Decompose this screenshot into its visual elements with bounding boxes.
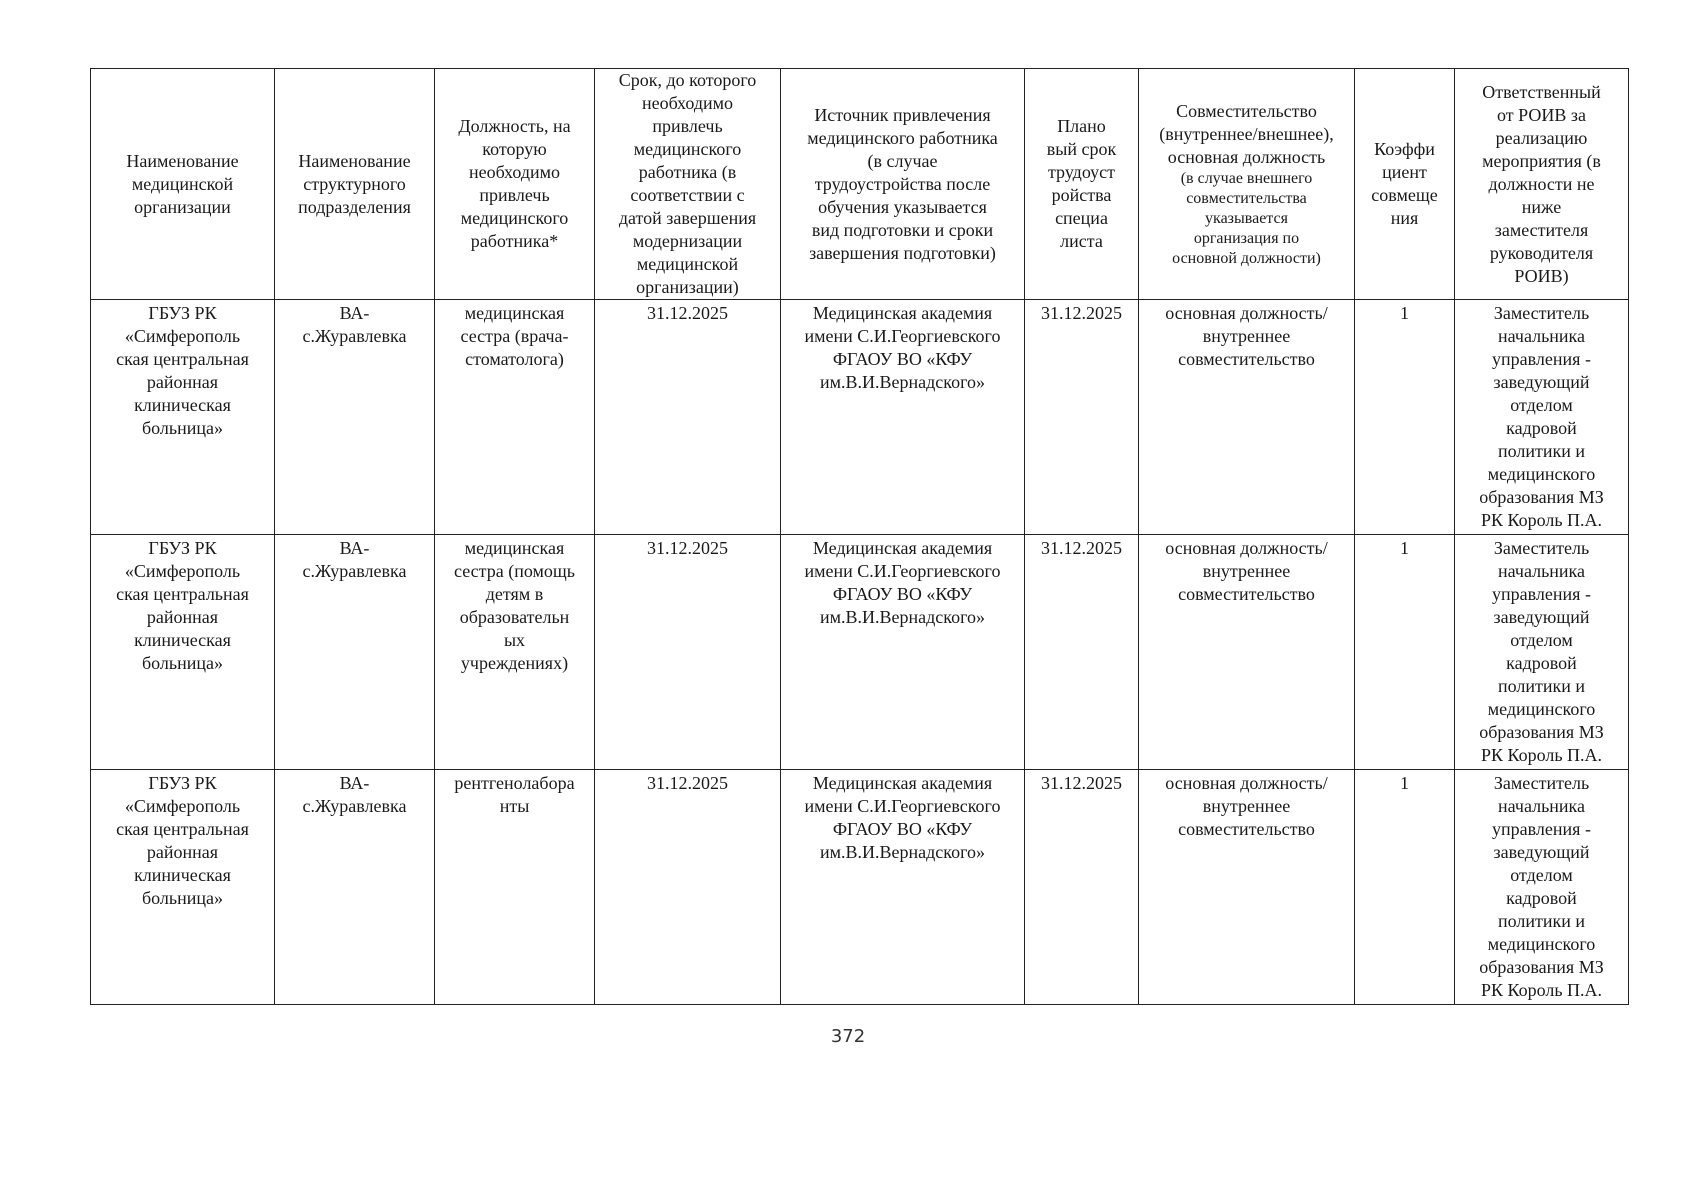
header-line: совместительства xyxy=(1186,189,1307,207)
header-responsible xyxy=(1455,69,1629,300)
table-row xyxy=(91,300,1629,535)
cell-line: медицинская xyxy=(464,538,565,558)
header-line: организации xyxy=(134,196,231,217)
cell-line: ФГАОУ ВО «КФУ xyxy=(832,819,973,839)
cell-line: «Симферополь xyxy=(124,326,241,346)
header-line: подразделения xyxy=(298,196,411,217)
header-line: Срок, до которого xyxy=(618,70,757,90)
header-line: медицинского xyxy=(633,139,742,159)
header-line: указывается xyxy=(1205,209,1288,227)
cell-planned-date: 31.12.2025 xyxy=(1025,535,1139,770)
header-line: ния xyxy=(1390,208,1419,228)
cell-division xyxy=(275,770,435,1005)
header-line: ройства xyxy=(1051,185,1112,205)
cell-line: сестра (помощь xyxy=(454,561,575,581)
cell-line: больница» xyxy=(142,653,223,673)
cell-coefficient: 1 xyxy=(1355,535,1455,770)
header-line: от РОИВ за xyxy=(1497,104,1586,125)
cell-line: им.В.И.Вернадского» xyxy=(819,607,986,627)
cell-line: ВА- xyxy=(339,303,370,323)
header-line: вид подготовки и сроки xyxy=(811,219,994,240)
header-line: соответствии с xyxy=(630,185,745,205)
cell-line: стоматолога) xyxy=(465,349,564,369)
header-line: Коэффи xyxy=(1374,139,1435,159)
header-line: заместителя xyxy=(1494,219,1589,240)
header-employment xyxy=(1139,69,1355,300)
header-line: трудоуст xyxy=(1047,162,1116,182)
header-line: привлечь xyxy=(479,185,550,205)
cell-line: заведующий xyxy=(1493,607,1590,627)
cell-line: больница» xyxy=(142,888,223,908)
cell-line: отделом xyxy=(1510,865,1573,885)
header-line: (в случае xyxy=(867,150,938,171)
cell-line: клиническая xyxy=(134,395,231,415)
cell-line: кадровой xyxy=(1506,888,1577,908)
cell-line: Медицинская академия xyxy=(812,538,993,558)
header-line: структурного xyxy=(303,173,406,194)
cell-line: основная должность/ xyxy=(1165,303,1328,323)
table-header-row xyxy=(91,69,1629,300)
cell-line: РК Король П.А. xyxy=(1480,510,1603,530)
cell-organization xyxy=(91,300,275,535)
cell-line: больница» xyxy=(142,418,223,438)
cell-coefficient: 1 xyxy=(1355,770,1455,1005)
header-line: работника* xyxy=(470,231,559,251)
cell-line: основная должность/ xyxy=(1165,538,1328,558)
header-line: ниже xyxy=(1521,196,1562,217)
cell-line: ВА- xyxy=(339,538,370,558)
cell-employment xyxy=(1139,535,1355,770)
cell-line: Заместитель xyxy=(1493,538,1590,558)
cell-line: политики и xyxy=(1497,441,1586,461)
cell-line: кадровой xyxy=(1506,418,1577,438)
cell-line: образования МЗ xyxy=(1479,957,1604,977)
cell-line: ВА- xyxy=(339,773,370,793)
cell-organization xyxy=(91,770,275,1005)
cell-line: имени С.И.Георгиевского xyxy=(804,796,1001,816)
header-line: медицинского работника xyxy=(807,127,998,148)
cell-line: ская центральная xyxy=(116,584,249,604)
cell-employment xyxy=(1139,770,1355,1005)
cell-line: управления - xyxy=(1492,819,1591,839)
header-organization xyxy=(91,69,275,300)
cell-line: основная должность/ xyxy=(1165,773,1328,793)
cell-position xyxy=(435,535,595,770)
header-line: Источник привлечения xyxy=(814,104,991,125)
cell-line: отделом xyxy=(1510,395,1573,415)
cell-line: ФГАОУ ВО «КФУ xyxy=(832,584,973,604)
cell-line: начальника xyxy=(1497,326,1586,346)
cell-responsible xyxy=(1455,770,1629,1005)
cell-source xyxy=(781,535,1025,770)
cell-line: «Симферополь xyxy=(124,796,241,816)
cell-position xyxy=(435,300,595,535)
cell-line: политики и xyxy=(1497,911,1586,931)
header-planned-date xyxy=(1025,69,1139,300)
header-line: Совместительство xyxy=(1176,100,1317,121)
cell-line: клиническая xyxy=(134,630,231,650)
cell-organization xyxy=(91,535,275,770)
cell-line: ГБУЗ РК xyxy=(148,773,217,793)
cell-line: имени С.И.Георгиевского xyxy=(804,561,1001,581)
header-line: Должность, на xyxy=(458,116,571,136)
cell-line: совместительство xyxy=(1178,584,1315,604)
cell-line: Медицинская академия xyxy=(812,773,993,793)
cell-line: начальника xyxy=(1497,796,1586,816)
header-division xyxy=(275,69,435,300)
header-line: Наименование xyxy=(126,150,239,171)
cell-deadline: 31.12.2025 xyxy=(595,300,781,535)
cell-line: им.В.И.Вернадского» xyxy=(819,372,986,392)
header-deadline xyxy=(595,69,781,300)
cell-line: РК Король П.А. xyxy=(1480,745,1603,765)
cell-line: с.Журавлевка xyxy=(302,796,407,816)
cell-line: районная xyxy=(146,372,219,392)
cell-line: Заместитель xyxy=(1493,773,1590,793)
cell-line: ская центральная xyxy=(116,819,249,839)
page-number: 372 xyxy=(830,1026,866,1047)
cell-coefficient: 1 xyxy=(1355,300,1455,535)
cell-line: внутреннее xyxy=(1202,796,1291,816)
header-line: вый срок xyxy=(1046,139,1117,159)
cell-line: начальника xyxy=(1497,561,1586,581)
cell-deadline: 31.12.2025 xyxy=(595,535,781,770)
cell-line: ГБУЗ РК xyxy=(148,303,217,323)
cell-line: им.В.И.Вернадского» xyxy=(819,842,986,862)
header-line: руководителя xyxy=(1489,242,1594,263)
cell-line: совместительство xyxy=(1178,349,1315,369)
cell-line: Медицинская академия xyxy=(812,303,993,323)
header-line: необходимо xyxy=(468,162,561,182)
table-row xyxy=(91,770,1629,1005)
header-line: реализацию xyxy=(1495,127,1588,148)
cell-source xyxy=(781,770,1025,1005)
cell-line: образовательн xyxy=(459,607,570,627)
cell-line: ская центральная xyxy=(116,349,249,369)
cell-deadline: 31.12.2025 xyxy=(595,770,781,1005)
cell-planned-date: 31.12.2025 xyxy=(1025,770,1139,1005)
table-body xyxy=(91,300,1629,1005)
cell-line: рентгенолабора xyxy=(454,773,575,793)
header-line: мероприятия (в xyxy=(1482,150,1601,171)
cell-line: ых xyxy=(503,630,526,650)
cell-line: районная xyxy=(146,607,219,627)
cell-line: отделом xyxy=(1510,630,1573,650)
cell-responsible xyxy=(1455,535,1629,770)
header-line: циент xyxy=(1382,162,1427,182)
header-line: Наименование xyxy=(298,150,411,171)
header-line: модернизации xyxy=(632,231,743,251)
cell-line: образования МЗ xyxy=(1479,487,1604,507)
header-line: медицинского xyxy=(460,208,569,228)
header-line: которую xyxy=(482,139,547,159)
cell-line: клиническая xyxy=(134,865,231,885)
header-line: трудоустройства после xyxy=(814,173,991,194)
header-coefficient xyxy=(1355,69,1455,300)
header-line: организации) xyxy=(636,277,739,297)
staffing-table xyxy=(90,68,1629,1005)
cell-line: медицинского xyxy=(1487,934,1596,954)
cell-line: заведующий xyxy=(1493,842,1590,862)
cell-line: детям в xyxy=(485,584,544,604)
cell-line: с.Журавлевка xyxy=(302,561,407,581)
header-line: медицинской xyxy=(131,173,234,194)
header-line: совмеще xyxy=(1371,185,1438,205)
cell-responsible xyxy=(1455,300,1629,535)
cell-line: РК Король П.А. xyxy=(1480,980,1603,1000)
header-line: необходимо xyxy=(641,93,734,113)
header-line: Ответственный xyxy=(1482,81,1601,102)
header-line: основной должности) xyxy=(1172,249,1321,267)
cell-line: внутреннее xyxy=(1202,561,1291,581)
cell-line: политики и xyxy=(1497,676,1586,696)
header-line: обучения указывается xyxy=(818,196,987,217)
header-line: должности не xyxy=(1488,173,1595,194)
header-line: организация по xyxy=(1193,229,1300,247)
header-line: Плано xyxy=(1057,116,1106,136)
cell-planned-date: 31.12.2025 xyxy=(1025,300,1139,535)
cell-line: с.Журавлевка xyxy=(302,326,407,346)
cell-line: медицинского xyxy=(1487,464,1596,484)
cell-employment xyxy=(1139,300,1355,535)
cell-line: медицинского xyxy=(1487,699,1596,719)
header-line: (внутреннее/внешнее), xyxy=(1159,123,1334,144)
cell-line: образования МЗ xyxy=(1479,722,1604,742)
header-line: листа xyxy=(1060,231,1103,251)
table-row xyxy=(91,535,1629,770)
header-line: специа xyxy=(1055,208,1108,228)
cell-source xyxy=(781,300,1025,535)
header-position xyxy=(435,69,595,300)
header-line: медицинской xyxy=(636,254,739,274)
cell-line: сестра (врача- xyxy=(460,326,569,346)
header-line: завершения подготовки) xyxy=(809,242,996,263)
cell-division xyxy=(275,300,435,535)
header-line: основная должность xyxy=(1167,146,1326,167)
header-line: датой завершения xyxy=(618,208,757,228)
cell-line: нты xyxy=(499,796,530,816)
cell-division xyxy=(275,535,435,770)
cell-line: «Симферополь xyxy=(124,561,241,581)
header-source xyxy=(781,69,1025,300)
header-line: работника (в xyxy=(638,162,737,182)
cell-line: управления - xyxy=(1492,584,1591,604)
cell-line: совместительство xyxy=(1178,819,1315,839)
cell-line: районная xyxy=(146,842,219,862)
cell-line: имени С.И.Георгиевского xyxy=(804,326,1001,346)
cell-line: внутреннее xyxy=(1202,326,1291,346)
cell-line: кадровой xyxy=(1506,653,1577,673)
header-line: привлечь xyxy=(652,116,723,136)
header-line: РОИВ) xyxy=(1514,265,1569,286)
cell-line: Заместитель xyxy=(1493,303,1590,323)
cell-line: ФГАОУ ВО «КФУ xyxy=(832,349,973,369)
header-line: (в случае внешнего xyxy=(1180,169,1313,187)
cell-line: учреждениях) xyxy=(460,653,569,673)
cell-line: медицинская xyxy=(464,303,565,323)
cell-line: заведующий xyxy=(1493,372,1590,392)
cell-line: ГБУЗ РК xyxy=(148,538,217,558)
cell-line: управления - xyxy=(1492,349,1591,369)
cell-position xyxy=(435,770,595,1005)
